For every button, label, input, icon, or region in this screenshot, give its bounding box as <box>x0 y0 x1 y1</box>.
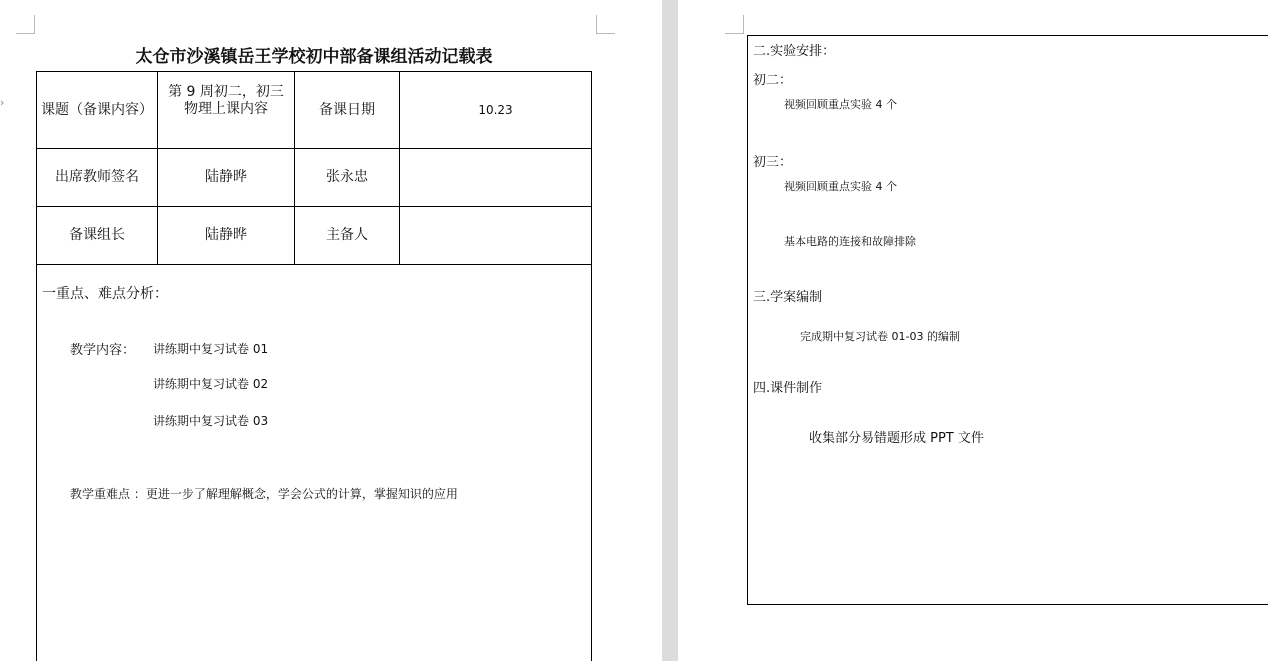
document-page-right <box>678 0 1268 661</box>
teaching-difficulty-text: 教学重难点 ：更进一步了解理解概念，学会公式的计算，掌握知识的应用 <box>70 487 458 501</box>
table-border-right <box>591 71 592 661</box>
grade3-experiment-item: 视频回顾重点实验 4 个 <box>784 180 897 193</box>
document-title: 太仓市沙溪镇岳王学校初中部备课组活动记载表 <box>135 47 493 67</box>
page-corner-mark <box>596 15 615 34</box>
table-row-divider <box>36 264 592 265</box>
section-heading-courseware: 四.课件制作 <box>753 381 823 396</box>
grade3-experiment-item: 基本电路的连接和故障排除 <box>784 235 916 248</box>
grade2-experiment-item: 视频回顾重点实验 4 个 <box>784 98 897 111</box>
content-frame <box>747 35 1268 605</box>
table-cell-leader-value: 陆静晔 <box>205 227 247 243</box>
grade2-label: 初二： <box>753 73 793 88</box>
table-cell-date-label: 备课日期 <box>319 101 375 118</box>
table-cell-date-value: 10.23 <box>478 102 513 117</box>
table-cell-topic-value: 第 9 周初二，初三 物理上课内容 <box>168 84 284 117</box>
table-cell-attendance-extra <box>400 149 591 206</box>
grade3-label: 初三： <box>753 155 793 170</box>
table-cell-attendance-teacher-2: 张永忠 <box>326 169 368 185</box>
page-corner-mark <box>725 15 744 34</box>
page-corner-mark <box>16 15 35 34</box>
section-heading-study-plan: 三.学案编制 <box>753 290 823 305</box>
teaching-content-item: 讲练期中复习试卷 01 <box>153 342 269 356</box>
section-heading-experiments: 二.实验安排： <box>753 44 836 59</box>
table-cell-preparer-label: 主备人 <box>326 227 368 243</box>
table-cell-attendance-teacher-1: 陆静晔 <box>205 169 247 185</box>
page-gutter <box>662 0 678 661</box>
section-heading-key-points: 一重点、难点分析： <box>42 286 168 302</box>
teaching-content-label: 教学内容： <box>70 343 136 358</box>
courseware-item: 收集部分易错题形成 PPT 文件 <box>809 431 984 446</box>
table-cell-preparer-value <box>400 207 591 264</box>
table-cell-attendance-label: 出席教师签名 <box>55 169 139 185</box>
table-cell-leader-label: 备课组长 <box>69 227 125 243</box>
table-cell-topic-label: 课题（备课内容） <box>41 101 153 118</box>
study-plan-item: 完成期中复习试卷 01-03 的编制 <box>800 330 960 343</box>
teaching-content-item: 讲练期中复习试卷 03 <box>153 414 269 428</box>
chevron-right-icon[interactable]: › <box>0 96 5 109</box>
teaching-content-item: 讲练期中复习试卷 02 <box>153 377 269 391</box>
